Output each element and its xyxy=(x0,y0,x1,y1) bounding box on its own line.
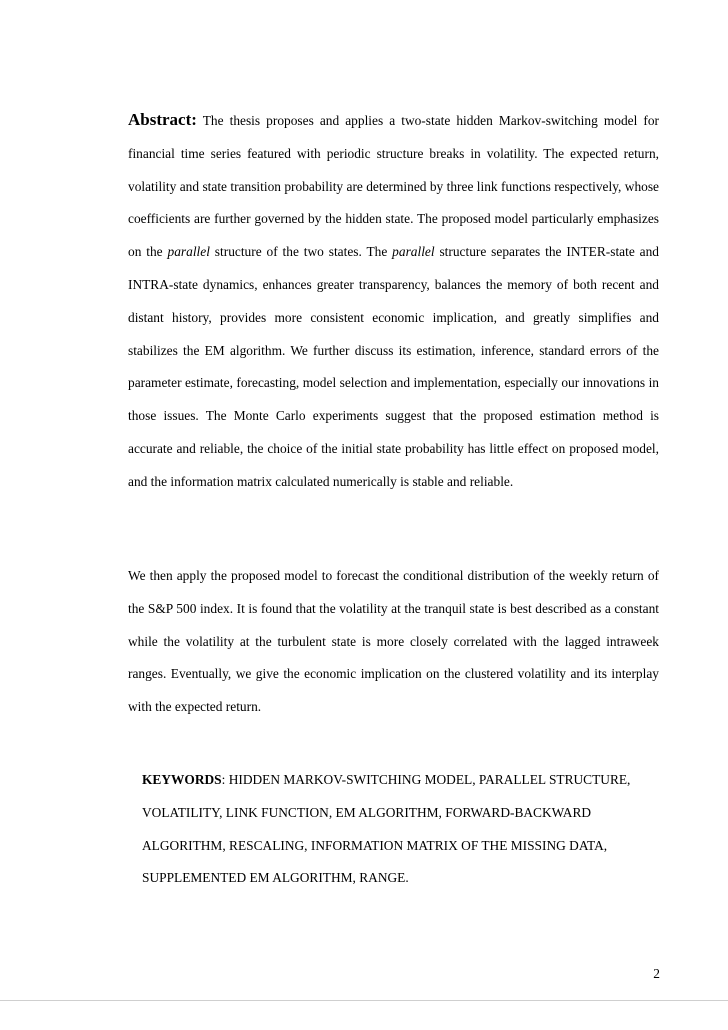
abstract-label: Abstract: xyxy=(128,110,197,129)
abstract-text-part2: structure of the two states. The xyxy=(209,244,393,260)
page-number: 2 xyxy=(653,966,660,981)
application-paragraph: We then apply the proposed model to forecast the conditional distribution of the weekly return of the S&P 500 index. It is found that the volatility at the tranquil state is best described as a constant while the volatility at the turbulent state is more closely correlated with the lagged intraweek ranges. Eventually, we give the economic implication on the clustered volatility and its interplay with the expected return. xyxy=(128,568,659,715)
abstract-italic-parallel-1: parallel xyxy=(167,244,210,260)
abstract-italic-parallel-2: parallel xyxy=(392,244,435,260)
abstract-section xyxy=(128,104,659,499)
keywords-label: KEYWORDS xyxy=(142,772,222,787)
keywords-section xyxy=(142,764,662,895)
abstract-text-part1: The thesis proposes and applies a two-state hidden Markov-switching model for financial time series featured with periodic structure breaks in volatility. The expected return, volatility and state transition probability are determined by three link functions respectively, whose coefficients are further governed by the hidden state. The proposed model particularly emphasizes on the xyxy=(128,113,659,260)
abstract-paragraph xyxy=(128,104,659,499)
abstract-text-part3: structure separates the INTER-state and INTRA-state dynamics, enhances greater transparency, balances the memory of both recent and distant history, provides more consistent economic implication, and greatly simplifies and stabilizes the EM algorithm. We further discuss its estimation, inference, standard errors of the parameter estimate, forecasting, model selection and implementation, especially our innovations in those issues. The Monte Carlo experiments suggest that the proposed estimation method is accurate and reliable, the choice of the initial state probability has little effect on proposed model, and the information matrix calculated numerically is stable and reliable. xyxy=(128,244,659,489)
below-page-area xyxy=(0,1001,728,1030)
keywords-text: : HIDDEN MARKOV-SWITCHING MODEL, PARALLEL STRUCTURE, VOLATILITY, LINK FUNCTION, EM ALGORITHM, FORWARD-BACKWARD ALGORITHM, RESCALING, INFORMATION MATRIX OF THE MISSING DATA, SUPPLEMENTED EM ALGORITHM, RANGE. xyxy=(142,772,631,886)
